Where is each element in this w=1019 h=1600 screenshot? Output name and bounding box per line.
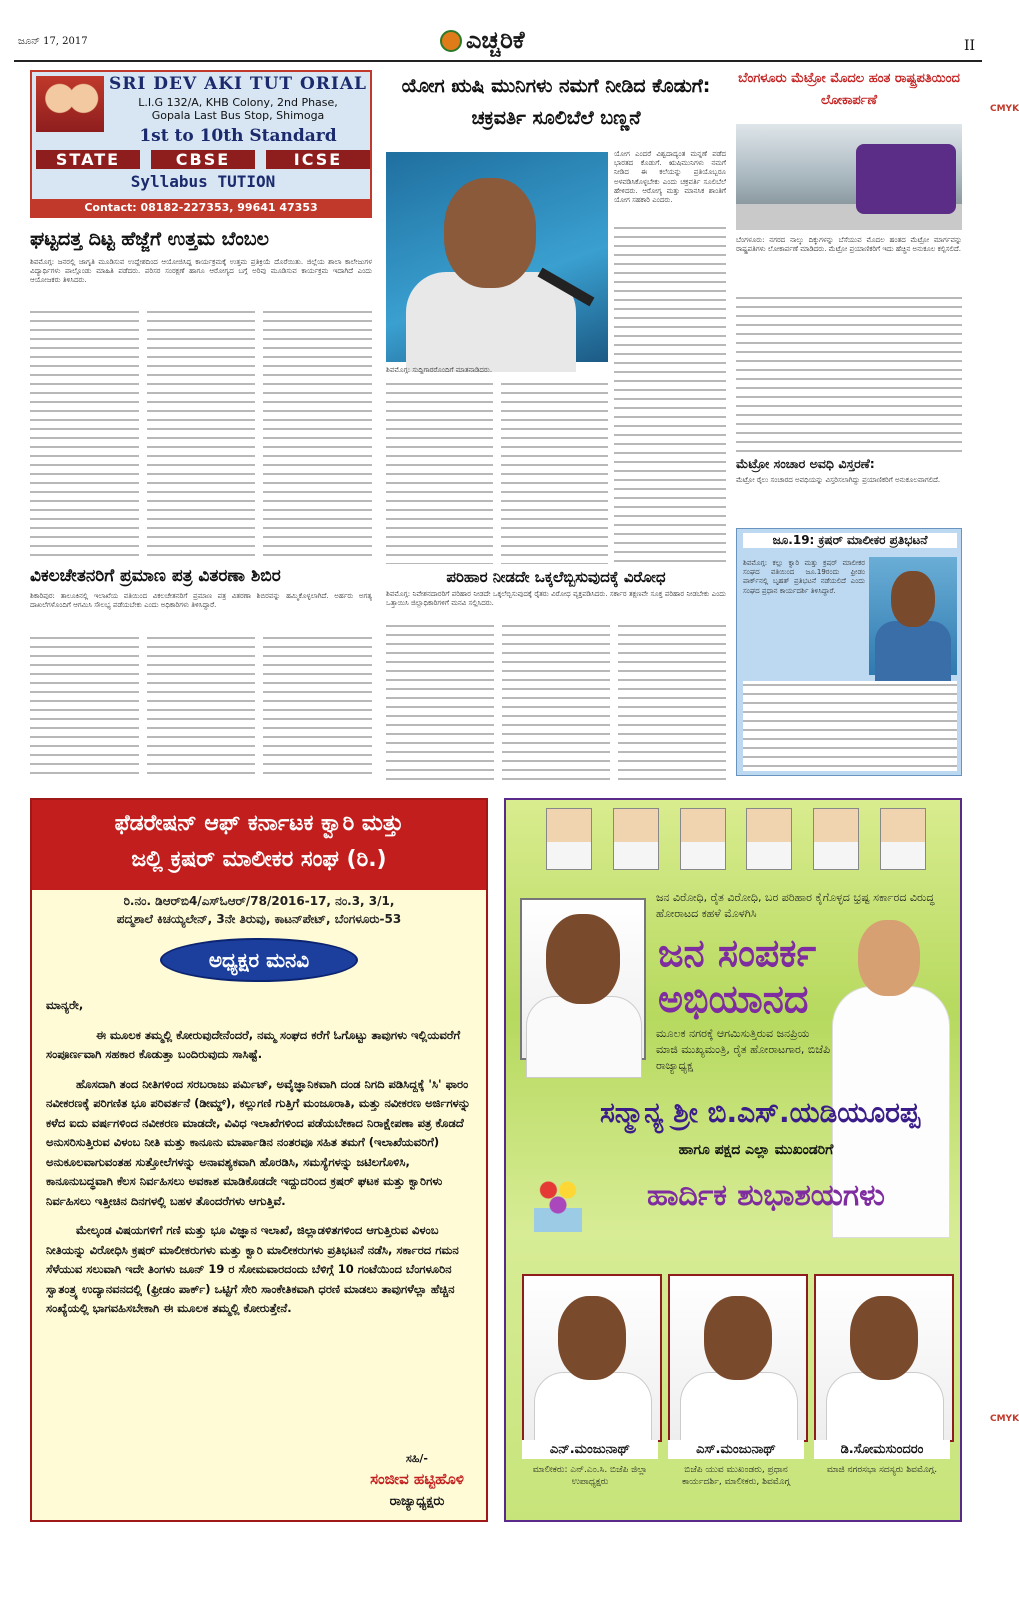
yeddyurappa-face	[858, 920, 920, 996]
header-rule	[14, 60, 982, 62]
tutorial-address-line-2: Gopala Last Bus Stop, Shimoga	[151, 109, 325, 122]
cmyk-mark-top: CMYK	[990, 104, 1019, 114]
tutorial-standard: 1st to 10th Standard	[139, 126, 337, 146]
article-yoga-text: ಯೋಗ ಎಂದರೆ ವಿಶ್ವದಾದ್ಯಂತ ಮನ್ನಣೆ ಪಡೆದ ಭಾರತದ ಕೊಡುಗೆ. ಋಷಿಮುನಿಗಳು ನಮಗೆ ನೀಡಿದ ಈ ಕಲೆಯನ್ನು ಪ್ರತಿಯೊಬ್ಬರೂ ಅಳವಡಿಸಿಕೊಳ್ಳಬೇಕು ಎಂದು ಚಕ್ರವರ್ತಿ ಸೂಲಿಬೆಲೆ ಹೇಳಿದರು. ಆರೋಗ್ಯ ಮತ್ತು ಮಾನಸಿಕ ಶಾಂತಿಗೆ ಯೋಗ ಸಹಕಾರಿ ಎಂದರು.	[614, 150, 726, 205]
article-hejje-columns	[30, 308, 372, 558]
person-photo-3	[814, 1274, 954, 1442]
tutorial-boards	[36, 150, 370, 169]
board-icse: ICSE	[266, 150, 370, 169]
leader-photo-5	[813, 808, 859, 870]
speaker-photo	[386, 152, 608, 362]
article-parihara-col-1	[386, 622, 494, 780]
leader-photo-2	[613, 808, 659, 870]
federation-salutation: ಮಾನ್ಯರೇ,	[46, 998, 84, 1012]
article-shibira-headline: ವಿಕಲಚೇತನರಿಗೆ ಪ್ರಮಾಣ ಪತ್ರ ವಿತರಣಾ ಶಿಬಿರ	[30, 566, 281, 586]
person-desc-2: ಬಿಜೆಪಿ ಯುವ ಮುಖಂಡರು, ಪ್ರಧಾನ ಕಾರ್ಯದರ್ಶಿ, ಮಾಲೀಕರು, ಶಿವಮೊಗ್ಗ	[681, 1465, 791, 1487]
federation-para-1: ಈ ಮೂಲಕ ತಮ್ಮಲ್ಲಿ ಕೋರುವುದೇನೆಂದರೆ, ನಮ್ಮ ಸಂಘದ ಕರೆಗೆ ಓಗೊಟ್ಟು ತಾವುಗಳು ಇಲ್ಲಿಯವರೆಗೆ ಸಂಪೂರ್ಣವಾಗಿ ಸಹಕಾರ ಕೊಡುತ್ತಾ ಬಂದಿರುವುದು ಸಾಸಿಷ್ಟೆ.	[46, 1027, 461, 1061]
person-desc-1: ಮಾಲೀಕರು: ಎನ್.ಎಂ.ಸಿ. ಬಿಜೆಪಿ ಜಿಲ್ಲಾ ಉಪಾಧ್ಯಕ್ಷರು	[532, 1465, 648, 1487]
article-parihara-col-2	[502, 622, 610, 780]
jun19-photo-face	[891, 571, 935, 627]
article-hejje-text: ಶಿವಮೊಗ್ಗ: ಜನರಲ್ಲಿ ಜಾಗೃತಿ ಮೂಡಿಸುವ ಉದ್ದೇಶದಿಂದ ಆಯೋಜಿಸಿದ್ದ ಕಾರ್ಯಕ್ರಮಕ್ಕೆ ಉತ್ತಮ ಪ್ರತಿಕ್ರಿಯೆ ದೊರೆಯಿತು. ಜಿಲ್ಲೆಯ ಶಾಲಾ ಕಾಲೇಜುಗಳ ವಿದ್ಯಾರ್ಥಿಗಳು ಪಾಲ್ಗೊಂಡು ಮಾಹಿತಿ ಪಡೆದರು. ಪರಿಸರ ಸಂರಕ್ಷಣೆ ಹಾಗೂ ಆರೋಗ್ಯದ ಬಗ್ಗೆ ಅರಿವು ಮೂಡಿಸುವ ಕಾರ್ಯಕ್ರಮ ಇದಾಗಿದೆ ಎಂದು ಆಯೋಜಕರು ತಿಳಿಸಿದರು.	[30, 258, 372, 285]
person-name-2: ಎಸ್.ಮಂಜುನಾಥ್	[668, 1440, 804, 1459]
article-yoga-col-2	[501, 380, 608, 564]
tutorial-contact: Contact: 08182-227353, 99641 47353	[32, 199, 370, 216]
jana-samparka-title: ಜನ ಸಂಪರ್ಕ ಅಭಿಯಾನದ	[658, 931, 817, 1021]
article-hejje-col-2	[147, 308, 256, 558]
person-3-face	[850, 1296, 918, 1380]
masthead-logo-icon	[440, 30, 462, 52]
metro-train	[856, 144, 956, 214]
article-parihara-text: ಶಿವಮೊಗ್ಗ: ನಿವೇಶನದಾರರಿಗೆ ಪರಿಹಾರ ನೀಡದೇ ಒಕ್ಕಲೆಬ್ಬಿಸುವುದಕ್ಕೆ ರೈತರು ವಿರೋಧ ವ್ಯಕ್ತಪಡಿಸಿದರು. ಸರ್ಕಾರ ತಕ್ಷಣವೇ ಸೂಕ್ತ ಪರಿಹಾರ ನೀಡಬೇಕು ಎಂದು ಒತ್ತಾಯಿಸಿ ಜಿಲ್ಲಾಧಿಕಾರಿಗಳಿಗೆ ಮನವಿ ಸಲ್ಲಿಸಿದರು.	[386, 590, 726, 608]
article-metro-body	[736, 294, 962, 452]
issue-date: ಜೂನ್ 17, 2017	[18, 36, 88, 47]
article-jun19-headline: ಜೂ.19: ಕ್ರಷರ್ ಮಾಲೀಕರ ಪ್ರತಿಭಟನೆ	[743, 533, 957, 548]
leader-photo-1	[546, 808, 592, 870]
board-state: STATE	[36, 150, 140, 169]
speaker-photo-caption: ಶಿವಮೊಗ್ಗ: ಸುದ್ದಿಗಾರರೊಂದಿಗೆ ಮಾತನಾಡಿದರು.	[386, 366, 493, 374]
federation-ad	[30, 798, 488, 1522]
political-ad	[504, 798, 962, 1522]
article-yoga-col-1	[386, 380, 493, 564]
person-card-2	[668, 1274, 804, 1510]
federation-para-2: ಹೊಸದಾಗಿ ತಂದ ನೀತಿಗಳಿಂದ ಸರಬರಾಜು ಪರ್ಮಿಟ್, ಅವೈಜ್ಞಾನಿಕವಾಗಿ ದಂಡ ನಿಗದಿ ಪಡಿಸಿದ್ದಕ್ಕೆ 'ಸಿ' ಫಾರಂ ನವೀಕರಣಕ್ಕೆ ಪರಿಗಣಿತ ಭೂ ಪರಿವರ್ತನೆ (ಡೀಮ್ಡ್), ಕಲ್ಲುಗಣಿ ಗುತ್ತಿಗೆ ಮಂಜೂರಾತಿ, ಮತ್ತು ನವೀಕರಣ ಅರ್ಜಿಗಳನ್ನು ಕಳೆದ ಐದು ವರ್ಷಗಳಿಂದ ನವೀಕರಣ ಮಾಡದೇ, ವಿವಿಧ ಇಲಾಖೆಗಳಿಂದ ಪಡೆಯಬೇಕಾದ ನಿರಾಕ್ಷೇಪಣಾ ಪತ್ರ ಕೊಡದೆ ಅನುಸರಿಸುತ್ತಿರುವ ವಿಳಂಬ ನೀತಿ ಮತ್ತು ಕಾನೂನು ಮಾರ್ಪಾಡಿನ ನಂತರವೂ ಸಹಿತ ತಮಗೆ (ಇಲಾಖೆಯವರಿಗೆ) ಅನುಕೂಲವಾಗುವಂತಹ ಸುತ್ತೋಲೆಗಳನ್ನು ಅನಾವಶ್ಯಕವಾಗಿ ಹೊರಡಿಸಿ, ಸಮಸ್ಯೆಗಳನ್ನು ಜಟಿಲಗೊಳಿಸಿ, ಕಾನೂನುಬದ್ಧವಾಗಿ ಕೆಲಸ ನಿರ್ವಹಿಸಲು ಅವಕಾಶ ಮಾಡಿಕೊಡದೇ ಇದ್ದುದರಿಂದ ಕ್ರಷರ್ ಘಟಕ ಮತ್ತು ಕ್ವಾರಿಗಳು ನಿರ್ವಹಿಸಲು ಇತ್ತೀಚಿನ ದಿನಗಳಲ್ಲಿ ಬಹಳ ತೊಂದರೆಗಳು ಆಗುತ್ತಿವೆ.	[46, 1076, 471, 1208]
article-shibira-col-3	[263, 634, 372, 780]
federation-registration	[42, 892, 476, 928]
article-metro-text: ಬೆಂಗಳೂರು: ನಗರದ ನಾಲ್ಕು ದಿಕ್ಕುಗಳನ್ನು ಬೆಸೆಯುವ ಮೊದಲ ಹಂತದ ಮೆಟ್ರೋ ಮಾರ್ಗವನ್ನು ರಾಷ್ಟ್ರಪತಿಗಳು ಲೋಕಾರ್ಪಣೆ ಮಾಡಿದರು. ಮೆಟ್ರೋ ಪ್ರಯಾಣಿಕರಿಗೆ ಇದು ಹೆಚ್ಚಿನ ಅನುಕೂಲ ಕಲ್ಪಿಸಲಿದೆ.	[736, 236, 962, 254]
article-shibira-columns	[30, 634, 372, 780]
tutorial-syllabus: Syllabus TUTION	[130, 172, 276, 191]
article-hejje-headline: ಘಟ್ಟದತ್ತ ದಿಟ್ಟ ಹೆಜ್ಜೆಗೆ ಉತ್ತಮ ಬೆಂಬಲ	[30, 228, 269, 250]
article-jun19-box	[736, 528, 962, 776]
article-shibira-col-2	[147, 634, 256, 780]
flower-bouquet-icon	[534, 1172, 582, 1232]
speaker-face	[444, 178, 536, 288]
greetings-title: ಹಾರ್ದಿಕ ಶುಭಾಶಯಗಳು	[647, 1178, 885, 1213]
honoree-name: ಸನ್ಮಾನ್ಯ ಶ್ರೀ ಬಿ.ಎಸ್.ಯಡಿಯೂರಪ್ಪ	[599, 1096, 921, 1129]
party-leaders-line: ಹಾಗೂ ಪಕ್ಷದ ಎಲ್ಲಾ ಮುಖಂಡರಿಗೆ	[678, 1142, 834, 1158]
masthead	[440, 26, 525, 54]
masthead-title: ಎಚ್ಚರಿಕೆ	[466, 26, 525, 54]
article-hejje-col-1	[30, 308, 139, 558]
federation-title-line-1: ಫೆಡರೇಷನ್ ಆಫ್ ಕರ್ನಾಟಕ ಕ್ವಾರಿ ಮತ್ತು	[114, 811, 404, 836]
federation-signature	[352, 1452, 482, 1509]
person-photo-1	[522, 1274, 662, 1442]
metro-photo	[736, 124, 962, 230]
person-photo-2	[668, 1274, 808, 1442]
tutorial-address	[108, 96, 368, 122]
political-intro: ಜನ ವಿರೋಧಿ, ರೈತ ವಿರೋಧಿ, ಬರ ಪರಿಹಾರ ಕೈಗೊಳ್ಳದ ಭ್ರಷ್ಟ ಸರ್ಕಾರದ ವಿರುದ್ಧ ಹೋರಾಟದ ಕಹಳೆ ಮೊಳಗಿಸಿ	[656, 891, 935, 920]
person-card-1	[522, 1274, 658, 1510]
signature-name: ಸಂಜೀವ ಹಟ್ಟಿಹೊಳಿ	[370, 1470, 464, 1488]
article-yoga-columns	[386, 380, 608, 564]
person-name-3: ಡಿ.ಸೋಮಸುಂದರಂ	[814, 1440, 950, 1459]
federation-reg-line-2: ಪದ್ಮಶಾಲೆ ಕಿಚಯ್ಯಲೇನ್, 3ನೇ ತಿರುವು, ಕಾಟನ್‌ಪೇಟ್, ಬೆಂಗಳೂರು-53	[116, 912, 402, 926]
person-desc-3: ಮಾಜಿ ನಗರಸಭಾ ಸದಸ್ಯರು ಶಿವಮೊಗ್ಗ.	[826, 1465, 938, 1475]
leader-photo-3	[680, 808, 726, 870]
political-subtitle: ಮೂಲಕ ನಗರಕ್ಕೆ ಆಗಮಿಸುತ್ತಿರುವ ಜನಪ್ರಿಯ ಮಾಜಿ ಮುಖ್ಯಮಂತ್ರಿ, ರೈತ ಹೋರಾಟಗಾರ, ಬಿಜೆಪಿ ರಾಜ್ಯಾಧ್ಯಕ್ಷ	[656, 1027, 831, 1072]
left-leader-portrait	[520, 898, 646, 1060]
article-parihara-columns	[386, 622, 726, 780]
board-cbse: CBSE	[151, 150, 255, 169]
jun19-photo-shirt	[875, 621, 951, 681]
jun19-photo	[869, 557, 957, 675]
article-jun19-body	[743, 681, 957, 771]
person-2-face	[704, 1296, 772, 1380]
federation-reg-line-1: ರಿ.ನಂ. ಡಿಆರ್‌ಬಿ4/ಎಸ್‌ಓಆರ್/78/2016-17, ನಂ.3, 3/1,	[123, 894, 395, 908]
person-card-3	[814, 1274, 950, 1510]
article-yoga-col-right	[614, 224, 726, 564]
signature-title: ರಾಜ್ಯಾಧ್ಯಕ್ಷರು	[389, 1494, 445, 1509]
leader-photo-6	[880, 808, 926, 870]
left-leader-shirt	[526, 996, 642, 1078]
leaders-photo-row	[546, 808, 926, 870]
person-name-1: ಎನ್.ಮಂಜುನಾಥ್	[522, 1440, 658, 1459]
tutorial-address-line-1: L.I.G 132/A, KHB Colony, 2nd Phase,	[138, 96, 338, 109]
leader-photo-4	[746, 808, 792, 870]
article-yoga-headline: ಯೋಗ ಋಷಿ ಮುನಿಗಳು ನಮಗೆ ನೀಡಿದ ಕೊಡುಗೆ: ಚಕ್ರವರ್ತಿ ಸೂಲಿಬೆಲೆ ಬಣ್ಣನೆ	[401, 75, 711, 129]
president-appeal-badge: ಅಧ್ಯಕ್ಷರ ಮನವಿ	[160, 938, 358, 982]
article-metro-subtext: ಮೆಟ್ರೋ ರೈಲು ಸಂಚಾರದ ಅವಧಿಯನ್ನು ವಿಸ್ತರಿಸಲಾಗಿದ್ದು ಪ್ರಯಾಣಿಕರಿಗೆ ಅನುಕೂಲವಾಗಲಿದೆ.	[736, 476, 941, 484]
article-shibira-text: ಶಿಕಾರಿಪುರ: ತಾಲೂಕಿನಲ್ಲಿ ಇಲಾಖೆಯ ವತಿಯಿಂದ ವಿಕಲಚೇತನರಿಗೆ ಪ್ರಮಾಣ ಪತ್ರ ವಿತರಣಾ ಶಿಬಿರವನ್ನು ಹಮ್ಮಿಕೊಳ್ಳಲಾಗಿದೆ. ಅರ್ಹರು ಅಗತ್ಯ ದಾಖಲೆಗಳೊಂದಿಗೆ ಆಗಮಿಸಿ ಸೌಲಭ್ಯ ಪಡೆಯಬೇಕು ಎಂದು ಅಧಿಕಾರಿಗಳು ತಿಳಿಸಿದ್ದಾರೆ.	[30, 592, 372, 610]
article-metro-headline: ಬೆಂಗಳೂರು ಮೆಟ್ರೋ ಮೊದಲ ಹಂತ ರಾಷ್ಟ್ರಪತಿಯಿಂದ ಲೋಕಾರ್ಪಣೆ	[738, 71, 960, 108]
cmyk-mark-bottom: CMYK	[990, 1414, 1019, 1424]
article-jun19-text: ಶಿವಮೊಗ್ಗ: ಕಲ್ಲು ಕ್ವಾರಿ ಮತ್ತು ಕ್ರಷರ್ ಮಾಲೀಕರ ಸಂಘದ ವತಿಯಿಂದ ಜೂ.19ರಂದು ಫ್ರೀಡಂ ಪಾರ್ಕ್‌ನಲ್ಲಿ ಬೃಹತ್ ಪ್ರತಿಭಟನೆ ನಡೆಯಲಿದೆ ಎಂದು ಸಂಘದ ಪ್ರಧಾನ ಕಾರ್ಯದರ್ಶಿ ತಿಳಿಸಿದ್ದಾರೆ.	[743, 559, 865, 595]
federation-body	[46, 996, 474, 1329]
article-parihara-col-3	[618, 622, 726, 780]
article-metro-subhead: ಮೆಟ್ರೋ ಸಂಚಾರ ಅವಧಿ ವಿಸ್ತರಣೆ:	[736, 456, 875, 471]
students-image	[36, 76, 104, 132]
left-leader-face	[546, 914, 620, 1004]
tutorial-ad	[30, 70, 372, 218]
article-parihara-headline: ಪರಿಹಾರ ನೀಡದೇ ಒಕ್ಕಲೆಬ್ಬಿಸುವುದಕ್ಕೆ ವಿರೋಧ	[446, 568, 666, 586]
page-number: II	[964, 38, 976, 54]
article-shibira-col-1	[30, 634, 139, 780]
federation-title	[32, 800, 486, 890]
signature-label: ಸಹಿ/-	[406, 1452, 428, 1465]
person-1-face	[558, 1296, 626, 1380]
federation-para-3: ಮೇಲ್ಕಂಡ ವಿಷಯಗಳಿಗೆ ಗಣಿ ಮತ್ತು ಭೂ ವಿಜ್ಞಾನ ಇಲಾಖೆ, ಜಿಲ್ಲಾಡಳಿತಗಳಿಂದ ಆಗುತ್ತಿರುವ ವಿಳಂಬ ನೀತಿಯನ್ನು ವಿರೋಧಿಸಿ ಕ್ರಷರ್ ಮಾಲೀಕರುಗಳು ಮತ್ತು ಕ್ವಾರಿ ಮಾಲೀಕರುಗಳು ಪ್ರತಿಭಟನೆ ನಡೆಸಿ, ಸರ್ಕಾರದ ಗಮನ ಸೆಳೆಯುವ ಸಲುವಾಗಿ ಇದೇ ತಿಂಗಳು ಜೂನ್ 19 ರ ಸೋಮವಾರದಂದು ಬೆಳಿಗ್ಗೆ 10 ಗಂಟೆಯಿಂದ ಬೆಂಗಳೂರಿನ ಸ್ವಾತಂತ್ರ್ಯ ಉದ್ಯಾನವನದಲ್ಲಿ (ಫ್ರೀಡಂ ಪಾರ್ಕ್) ಒಟ್ಟಿಗೆ ಸೇರಿ ಸಾಂಕೇತಿಕವಾಗಿ ಧರಣಿ ಮಾಡಲು ತಾವುಗಳೆಲ್ಲಾ ಹೆಚ್ಚಿನ ಸಂಖ್ಯೆಯಲ್ಲಿ ಭಾಗವಹಿಸಬೇಕಾಗಿ ಈ ಮೂಲಕ ತಮ್ಮಲ್ಲಿ ಕೋರುತ್ತೇನೆ.	[46, 1223, 459, 1315]
tutorial-name: SRI DEV AKI TUT ORIAL	[109, 74, 367, 94]
federation-title-line-2: ಜಲ್ಲಿ ಕ್ರಷರ್ ಮಾಲೀಕರ ಸಂಘ (ರಿ.)	[131, 847, 387, 872]
article-hejje-col-3	[263, 308, 372, 558]
